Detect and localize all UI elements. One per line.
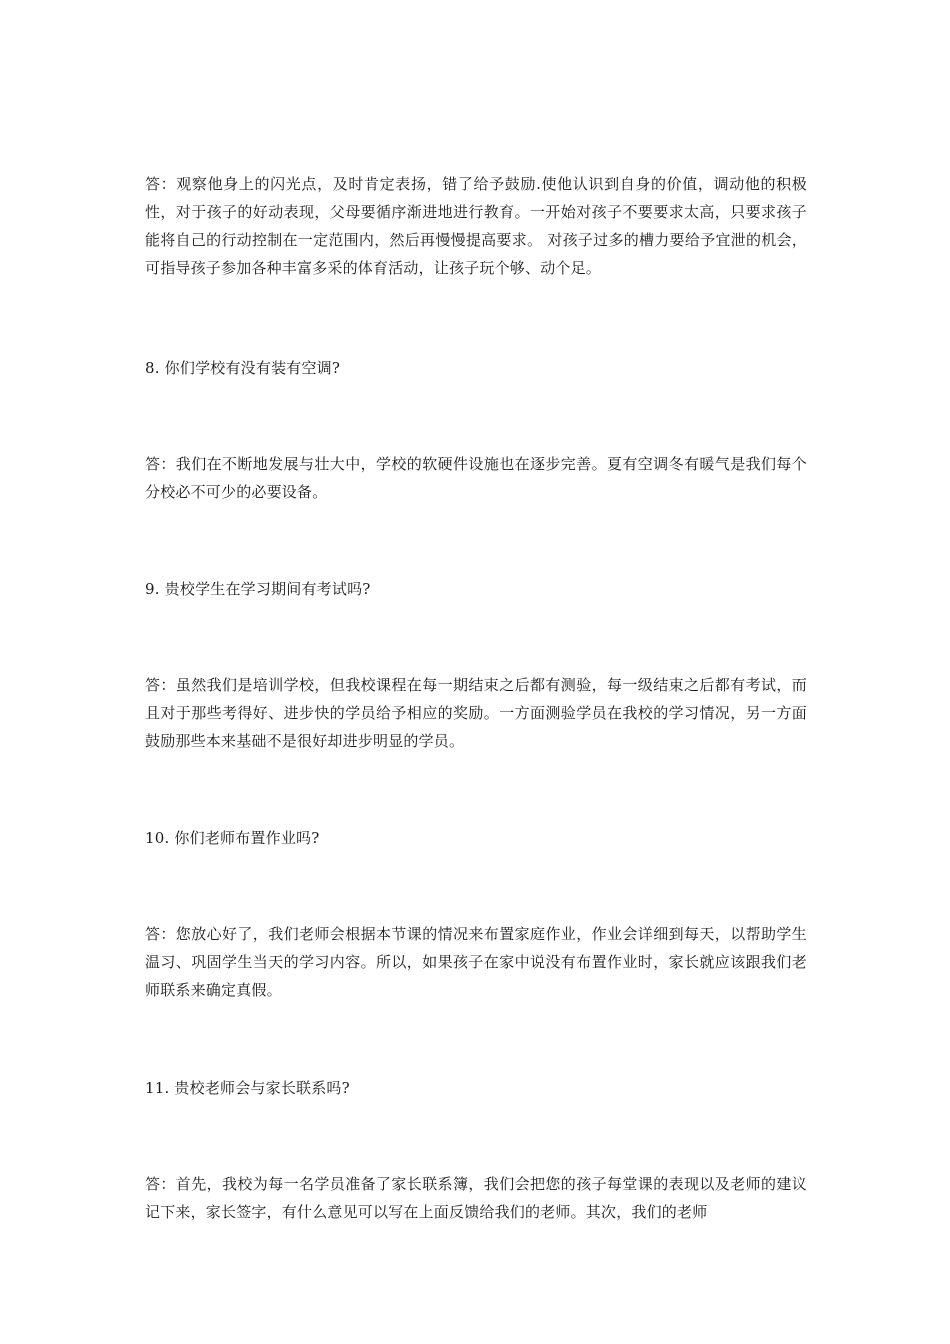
answer-paragraph-9: 答：虽然我们是培训学校，但我校课程在每一期结束之后都有测验，每一级结束之后都有考试，而且对于那些考得好、进步快的学员给予相应的奖励。一方面测验学员在我校的学习情况，另一方面鼓励那些本来基础不是很好却进步明显的学员。 xyxy=(145,676,807,750)
question-11: 11. 贵校老师会与家长联系吗? xyxy=(145,1079,350,1097)
answer-paragraph-8: 答：我们在不断地发展与壮大中，学校的软硬件设施也在逐步完善。夏有空调冬有暖气是我们每个分校必不可少的必要设备。 xyxy=(145,455,807,501)
answer-paragraph-10: 答：您放心好了，我们老师会根据本节课的情况来布置家庭作业，作业会详细到每天，以帮助学生温习、巩固学生当天的学习内容。所以，如果孩子在家中说没有布置作业时，家长就应该跟我们老师联系来确定真假。 xyxy=(145,925,807,999)
question-8: 8. 你们学校有没有装有空调? xyxy=(145,359,341,377)
question-9: 9. 贵校学生在学习期间有考试吗? xyxy=(145,580,371,598)
answer-paragraph-7: 答：观察他身上的闪光点，及时肯定表扬，错了给予鼓励.使他认识到自身的价值，调动他的积极性，对于孩子的好动表现，父母要循序渐进地进行教育。一开始对孩子不要要求太高，只要求孩子能将自己的行动控制在一定范围内，然后再慢慢提高要求。 对孩子过多的槽力要给予宜泄的机会，可指导孩子参加各种丰富多采的体育活动，让孩子玩个够、动个足。 xyxy=(145,175,807,277)
answer-paragraph-11: 答：首先，我校为每一名学员准备了家长联系簿，我们会把您的孩子每堂课的表现以及老师的建议记下来，家长签字，有什么意见可以写在上面反馈给我们的老师。其次，我们的老师 xyxy=(145,1175,807,1221)
question-10: 10. 你们老师布置作业吗? xyxy=(145,829,320,847)
